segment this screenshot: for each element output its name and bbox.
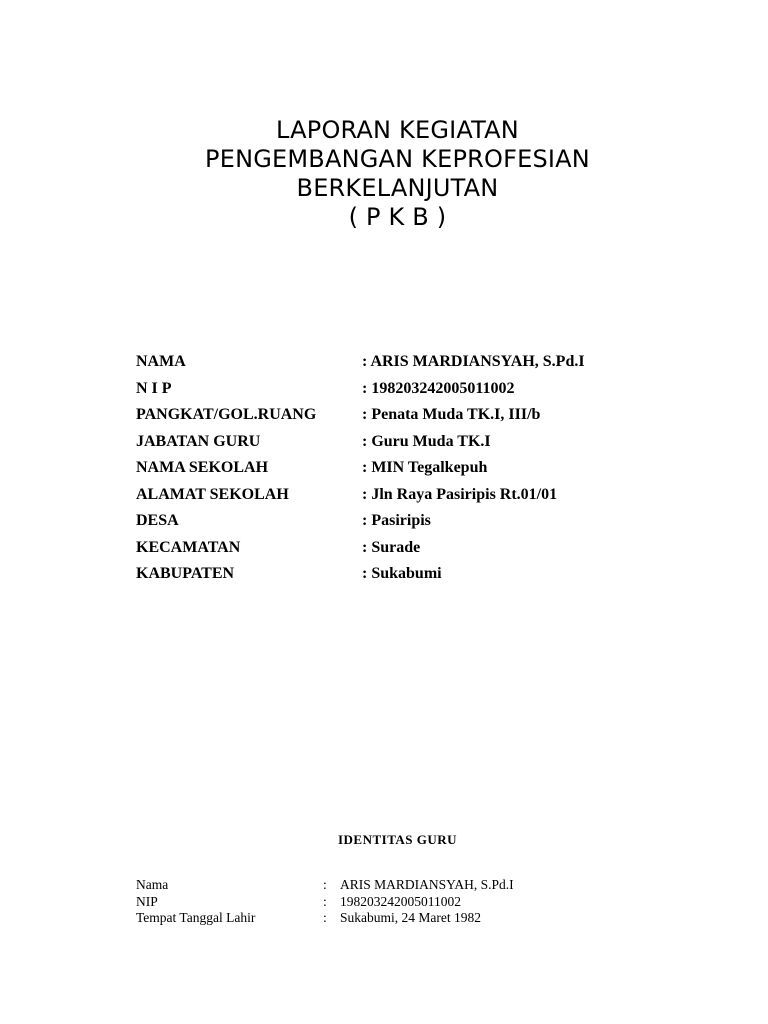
info-value: : Sukabumi bbox=[362, 565, 442, 582]
report-title bbox=[0, 116, 768, 232]
info-value: : ARIS MARDIANSYAH, S.Pd.I bbox=[362, 353, 585, 370]
info-label: NAMA SEKOLAH bbox=[136, 459, 269, 476]
info-label: ALAMAT SEKOLAH bbox=[136, 485, 289, 503]
info-label: N I P bbox=[136, 379, 172, 397]
info-label: KECAMATAN bbox=[136, 538, 241, 556]
identitas-colon: : bbox=[323, 893, 327, 909]
title-line-3: BERKELANJUTAN bbox=[296, 174, 499, 202]
info-value: : MIN Tegalkepuh bbox=[362, 459, 488, 476]
info-value: : Surade bbox=[362, 538, 421, 556]
info-value: : Jln Raya Pasiripis Rt.01/01 bbox=[362, 485, 558, 503]
info-value: : Guru Muda TK.I bbox=[362, 432, 491, 450]
info-value: : Penata Muda TK.I, III/b bbox=[362, 406, 541, 423]
info-value: : 198203242005011002 bbox=[362, 379, 515, 397]
identitas-value: Sukabumi, 24 Maret 1982 bbox=[340, 910, 481, 925]
title-line-4: ( P K B ) bbox=[348, 203, 447, 231]
identitas-colon: : bbox=[323, 910, 327, 925]
info-label: DESA bbox=[136, 512, 179, 529]
title-line-2: PENGEMBANGAN KEPROFESIAN bbox=[205, 145, 590, 173]
info-label: KABUPATEN bbox=[136, 565, 235, 582]
identitas-colon: : bbox=[323, 877, 327, 892]
identitas-label: NIP bbox=[136, 893, 158, 909]
identitas-value: 198203242005011002 bbox=[340, 893, 461, 909]
identitas-label: Nama bbox=[136, 877, 169, 892]
identitas-value: ARIS MARDIANSYAH, S.Pd.I bbox=[340, 877, 514, 892]
info-label: PANGKAT/GOL.RUANG bbox=[136, 406, 317, 423]
info-value: : Pasiripis bbox=[362, 512, 431, 529]
info-label: JABATAN GURU bbox=[136, 432, 261, 450]
info-label: NAMA bbox=[136, 353, 186, 370]
identitas-label: Tempat Tanggal Lahir bbox=[136, 910, 256, 925]
title-line-1: LAPORAN KEGIATAN bbox=[276, 116, 519, 144]
identitas-heading: IDENTITAS GURU bbox=[337, 832, 458, 847]
